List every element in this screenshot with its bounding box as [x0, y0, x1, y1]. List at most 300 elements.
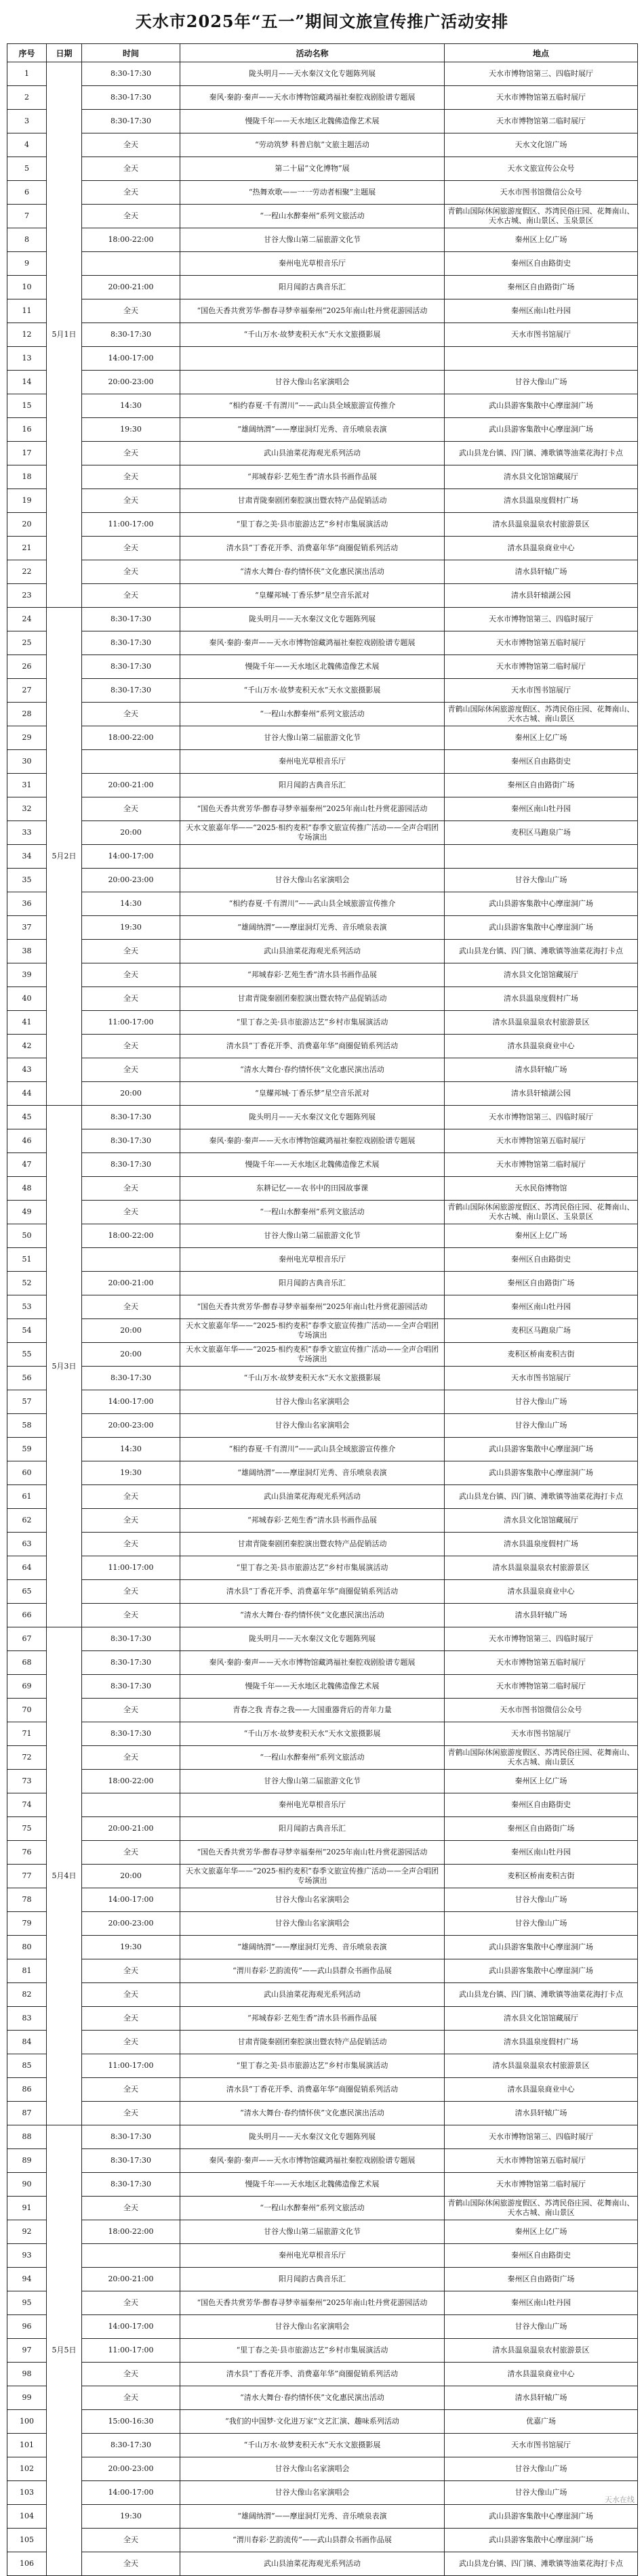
time-cell: 全天	[82, 963, 180, 987]
time-cell: 14:00-17:00	[82, 1390, 180, 1414]
time-cell: 8:30-17:30	[82, 655, 180, 679]
activity-name: 秦风·秦韵·秦声——天水市博物馆藏鸿福社秦腔戏剧脸谱专题展	[180, 1129, 445, 1153]
table-row	[7, 987, 638, 1011]
time-cell: 20:00	[82, 1082, 180, 1106]
activity-name: “一程山水醉秦州”系列文旅活动	[180, 703, 445, 726]
time-cell: 全天	[82, 2007, 180, 2031]
time-cell: 8:30-17:30	[82, 2149, 180, 2173]
time-cell: 全天	[82, 1580, 180, 1604]
table-row	[7, 2244, 638, 2268]
time-cell: 19:30	[82, 916, 180, 940]
activity-name: 清水县“丁香花开季、消费嘉年华”商圈促销系列活动	[180, 1580, 445, 1604]
table-row	[7, 1082, 638, 1106]
table-row	[7, 655, 638, 679]
location-cell: 武山县游客集散中心摩崖洞广场	[445, 2529, 638, 2552]
row-number: 49	[7, 1201, 47, 1224]
activity-name: 甘谷大像山名家演唱会	[180, 2481, 445, 2505]
location-cell: 甘谷大像山广场	[445, 869, 638, 892]
location-cell: 天水市博物馆第二临时展厅	[445, 1153, 638, 1177]
time-cell: 8:30-17:30	[82, 86, 180, 110]
location-cell: 麦积区马跑泉广场	[445, 821, 638, 845]
location-cell	[445, 845, 638, 869]
activity-name: 秦风·秦韵·秦声——天水市博物馆藏鸿福社秦腔戏剧脸谱专题展	[180, 2149, 445, 2173]
location-cell: 清水县温泉商业中心	[445, 1580, 638, 1604]
time-cell: 20:00-21:00	[82, 2268, 180, 2291]
activity-name: 阳月闻韵古典音乐汇	[180, 276, 445, 299]
row-number: 85	[7, 2054, 47, 2078]
row-number: 39	[7, 963, 47, 987]
location-cell: 清水县温泉温泉农村旅游景区	[445, 2054, 638, 2078]
activity-name: 武山县油菜花海观光系列活动	[180, 940, 445, 963]
table-row	[7, 1533, 638, 1556]
row-number: 35	[7, 869, 47, 892]
time-cell: 全天	[82, 1841, 180, 1865]
time-cell	[82, 750, 180, 774]
time-cell: 20:00-23:00	[82, 1912, 180, 1936]
table-row	[7, 679, 638, 703]
activity-name: 慢陇千年——天水地区北魏佛造像艺术展	[180, 1153, 445, 1177]
table-row	[7, 1201, 638, 1224]
location-cell: 武山县龙台镇、四门镇、滩歌镇等油菜花海打卡点	[445, 1485, 638, 1509]
activity-name: 甘谷大像山名家演唱会	[180, 2315, 445, 2339]
row-number: 13	[7, 347, 47, 371]
time-cell: 20:00	[82, 1319, 180, 1343]
location-cell: 秦州区上亿广场	[445, 1224, 638, 1248]
table-row	[7, 916, 638, 940]
time-cell: 11:00-17:00	[82, 1011, 180, 1035]
activity-name: 甘谷大像山第二届旅游文化节	[180, 1770, 445, 1793]
table-row	[7, 1580, 638, 1604]
activity-name: 甘谷大像山名家演唱会	[180, 1390, 445, 1414]
time-cell: 20:00-23:00	[82, 371, 180, 394]
row-number: 6	[7, 181, 47, 205]
row-number: 1	[7, 62, 47, 86]
location-cell: 清水县文化馆馆藏展厅	[445, 1509, 638, 1533]
time-cell	[82, 1793, 180, 1817]
activity-name: “国色天香共赏芳华·醉春寻梦幸福秦州”2025年南山牡丹赏花游园活动	[180, 299, 445, 323]
row-number: 100	[7, 2410, 47, 2434]
activity-name: “邦城春彩·艺苑生香”清水县书画作品展	[180, 2007, 445, 2031]
row-number: 57	[7, 1390, 47, 1414]
table-row	[7, 537, 638, 560]
activity-name: 秦州电光草根音乐厅	[180, 1793, 445, 1817]
location-cell: 甘谷大像山广场	[445, 2481, 638, 2505]
location-cell: 天水市博物馆第二临时展厅	[445, 110, 638, 133]
activity-name: “千山万水·故梦麦积天水”天水文旅摄影展	[180, 1722, 445, 1746]
activity-name: 甘谷大像山第二届旅游文化节	[180, 1224, 445, 1248]
time-cell: 20:00-21:00	[82, 1272, 180, 1295]
location-cell: 麦积区马跑泉广场	[445, 1319, 638, 1343]
row-number: 99	[7, 2386, 47, 2410]
table-row	[7, 1983, 638, 2007]
time-cell: 14:00-17:00	[82, 1888, 180, 1912]
location-cell: 天水市图书馆展厅	[445, 1722, 638, 1746]
activity-name: 阳月闻韵古典音乐汇	[180, 774, 445, 797]
time-cell: 14:00-17:00	[82, 347, 180, 371]
header-location: 地点	[445, 44, 638, 62]
activity-name: 天水文旅嘉年华——“2025·相约麦积”春季文旅宣传推广活动——全声合唱团专场演出	[180, 1865, 445, 1888]
activity-name: 甘谷大像山第二届旅游文化节	[180, 228, 445, 252]
table-row	[7, 1177, 638, 1201]
time-cell: 全天	[82, 1509, 180, 1533]
table-row	[7, 1651, 638, 1675]
activity-name: 甘谷大像山名家演唱会	[180, 869, 445, 892]
row-number: 64	[7, 1556, 47, 1580]
row-number: 73	[7, 1770, 47, 1793]
table-row	[7, 2410, 638, 2434]
location-cell: 秦州区自由路街史	[445, 1793, 638, 1817]
activity-name: “皇耀邦城·丁香乐梦”星空音乐派对	[180, 1082, 445, 1106]
activity-name: 陇头明月——天水秦汉文化专题陈列展	[180, 1106, 445, 1129]
activity-name: 秦风·秦韵·秦声——天水市博物馆藏鸿福社秦腔戏剧脸谱专题展	[180, 86, 445, 110]
location-cell: 清水县温泉商业中心	[445, 537, 638, 560]
location-cell: 武山县游客集散中心摩崖洞广场	[445, 418, 638, 442]
location-cell: 清水县轩辕广场	[445, 2102, 638, 2125]
row-number: 77	[7, 1865, 47, 1888]
location-cell: 天水市博物馆第三、四临时展厅	[445, 62, 638, 86]
activity-name: “千山万水·故梦麦积天水”天水文旅摄影展	[180, 2434, 445, 2457]
time-cell: 全天	[82, 1177, 180, 1201]
activity-name: 秦风·秦韵·秦声——天水市博物馆藏鸿福社秦腔戏剧脸谱专题展	[180, 1651, 445, 1675]
table-header-row	[7, 44, 638, 62]
table-row	[7, 1817, 638, 1841]
table-row	[7, 133, 638, 157]
table-row	[7, 1035, 638, 1058]
activity-name: “劳动筑梦 科普启航”文旅主题活动	[180, 133, 445, 157]
location-cell: 武山县游客集散中心摩崖洞广场	[445, 1461, 638, 1485]
time-cell: 20:00-23:00	[82, 1414, 180, 1438]
location-cell: 清水县温泉商业中心	[445, 2078, 638, 2102]
time-cell: 全天	[82, 181, 180, 205]
table-row	[7, 1319, 638, 1343]
table-row	[7, 750, 638, 774]
time-cell: 全天	[82, 299, 180, 323]
table-row	[7, 62, 638, 86]
row-number: 4	[7, 133, 47, 157]
location-cell: 天水市博物馆第三、四临时展厅	[445, 2125, 638, 2149]
table-row	[7, 371, 638, 394]
row-number: 27	[7, 679, 47, 703]
location-cell: 清水县文化馆馆藏展厅	[445, 465, 638, 489]
location-cell: 武山县游客集散中心摩崖洞广场	[445, 1438, 638, 1461]
table-row	[7, 845, 638, 869]
activity-name: 阳月闻韵古典音乐汇	[180, 2268, 445, 2291]
activity-name: 秦州电光草根音乐厅	[180, 252, 445, 276]
location-cell: 秦州区自由路街广场	[445, 774, 638, 797]
table-row	[7, 1912, 638, 1936]
row-number: 76	[7, 1841, 47, 1865]
row-number: 59	[7, 1438, 47, 1461]
row-number: 81	[7, 1959, 47, 1983]
time-cell: 全天	[82, 797, 180, 821]
location-cell: 秦州区南山牡丹园	[445, 299, 638, 323]
time-cell: 20:00	[82, 821, 180, 845]
time-cell: 全天	[82, 584, 180, 608]
row-number: 53	[7, 1295, 47, 1319]
activity-name: 甘谷大像山名家演唱会	[180, 1888, 445, 1912]
document-title: 天水市2025年“五一”期间文旅宣传推广活动安排	[135, 12, 509, 31]
activity-name: “雄阔纳渭”——摩崖洞灯光秀、音乐喷泉表演	[180, 418, 445, 442]
activity-name: 慢陇千年——天水地区北魏佛造像艺术展	[180, 1675, 445, 1699]
location-cell: 秦州区上亿广场	[445, 726, 638, 750]
row-number: 82	[7, 1983, 47, 2007]
watermark: 天水在线	[605, 2495, 635, 2504]
time-cell: 全天	[82, 537, 180, 560]
location-cell: 秦州区上亿广场	[445, 1770, 638, 1793]
row-number: 84	[7, 2031, 47, 2054]
row-number: 71	[7, 1722, 47, 1746]
row-number: 46	[7, 1129, 47, 1153]
location-cell: 清水县轩辕广场	[445, 560, 638, 584]
location-cell: 天水市图书馆展厅	[445, 323, 638, 347]
location-cell: 清水县温泉度假村广场	[445, 1533, 638, 1556]
activity-name: 甘谷大像山名家演唱会	[180, 1414, 445, 1438]
row-number: 14	[7, 371, 47, 394]
time-cell: 20:00	[82, 1343, 180, 1367]
location-cell: 武山县龙台镇、四门镇、滩歌镇等油菜花海打卡点	[445, 2552, 638, 2576]
row-number: 69	[7, 1675, 47, 1699]
row-number: 42	[7, 1035, 47, 1058]
time-cell: 8:30-17:30	[82, 631, 180, 655]
location-cell: 天水市图书馆展厅	[445, 2434, 638, 2457]
activity-name: “邦城春彩·艺苑生香”清水县书画作品展	[180, 1509, 445, 1533]
location-cell: 清水县轩辕湖公园	[445, 584, 638, 608]
table-row	[7, 2291, 638, 2315]
location-cell: 秦州区自由路街广场	[445, 2268, 638, 2291]
row-number: 10	[7, 276, 47, 299]
activity-name	[180, 845, 445, 869]
time-cell: 8:30-17:30	[82, 2125, 180, 2149]
row-number: 26	[7, 655, 47, 679]
location-cell: 天水文化馆广场	[445, 133, 638, 157]
location-cell: 麦积区桥南麦积古街	[445, 1865, 638, 1888]
row-number: 29	[7, 726, 47, 750]
activity-name: 陇头明月——天水秦汉文化专题陈列展	[180, 62, 445, 86]
activity-name: “国色天香共赏芳华·醉春寻梦幸福秦州”2025年南山牡丹赏花游园活动	[180, 1841, 445, 1865]
time-cell: 全天	[82, 560, 180, 584]
activity-name: 甘肃青陇秦剧团秦腔演出暨农特产品促销活动	[180, 489, 445, 513]
time-cell: 14:00-17:00	[82, 2481, 180, 2505]
time-cell: 全天	[82, 987, 180, 1011]
table-row	[7, 2552, 638, 2576]
row-number: 9	[7, 252, 47, 276]
location-cell: 清水县文化馆馆藏展厅	[445, 963, 638, 987]
time-cell: 8:30-17:30	[82, 1153, 180, 1177]
table-row	[7, 1841, 638, 1865]
time-cell: 全天	[82, 1485, 180, 1509]
table-row	[7, 1627, 638, 1651]
table-row	[7, 2149, 638, 2173]
time-cell: 8:30-17:30	[82, 1106, 180, 1129]
location-cell: 秦州区自由路街史	[445, 750, 638, 774]
table-row	[7, 2434, 638, 2457]
table-row	[7, 2505, 638, 2529]
row-number: 75	[7, 1817, 47, 1841]
location-cell: 天水市博物馆第三、四临时展厅	[445, 1627, 638, 1651]
table-row	[7, 1959, 638, 1983]
table-row	[7, 1675, 638, 1699]
activity-name: 慢陇千年——天水地区北魏佛造像艺术展	[180, 2173, 445, 2197]
table-row	[7, 347, 638, 371]
activity-name: “皇耀邦城·丁香乐梦”星空音乐派对	[180, 584, 445, 608]
activity-name: “里丁春之美·县市旅游达艺”乡村市集展演活动	[180, 513, 445, 537]
row-number: 103	[7, 2481, 47, 2505]
time-cell: 15:00-16:30	[82, 2410, 180, 2434]
activity-name: 东耕记忆——农书中的田园故事课	[180, 1177, 445, 1201]
activity-name: 武山县油菜花海观光系列活动	[180, 1485, 445, 1509]
row-number: 106	[7, 2552, 47, 2576]
row-number: 56	[7, 1367, 47, 1390]
location-cell: 清水县温泉温泉农村旅游景区	[445, 1556, 638, 1580]
row-number: 44	[7, 1082, 47, 1106]
activity-name: 清水县“丁香花开季、消费嘉年华”商圈促销系列活动	[180, 1035, 445, 1058]
time-cell: 14:00-17:00	[82, 2315, 180, 2339]
table-row	[7, 489, 638, 513]
location-cell: 秦州区自由路街史	[445, 2244, 638, 2268]
row-number: 93	[7, 2244, 47, 2268]
row-number: 68	[7, 1651, 47, 1675]
table-row	[7, 323, 638, 347]
activity-name: 秦州电光草根音乐厅	[180, 2244, 445, 2268]
location-cell: 武山县游客集散中心摩崖洞广场	[445, 892, 638, 916]
activity-name: 武山县油菜花海观光系列活动	[180, 1983, 445, 2007]
time-cell: 14:30	[82, 892, 180, 916]
activity-name: “一程山水醉秦州”系列文旅活动	[180, 1746, 445, 1770]
table-row	[7, 560, 638, 584]
location-cell: 清水县温泉温泉农村旅游景区	[445, 513, 638, 537]
time-cell: 全天	[82, 2197, 180, 2220]
row-number: 86	[7, 2078, 47, 2102]
activity-name: “雄阔纳渭”——摩崖洞灯光秀、音乐喷泉表演	[180, 1936, 445, 1959]
date-cell: 5月5日	[47, 2125, 82, 2576]
time-cell: 全天	[82, 1959, 180, 1983]
table-row	[7, 608, 638, 631]
time-cell: 18:00-22:00	[82, 228, 180, 252]
location-cell: 秦州区上亿广场	[445, 2220, 638, 2244]
time-cell: 全天	[82, 1746, 180, 1770]
activity-name: “热舞欢歌——一一劳动者相聚”主题展	[180, 181, 445, 205]
activity-name: 陇头明月——天水秦汉文化专题陈列展	[180, 2125, 445, 2149]
time-cell: 18:00-22:00	[82, 726, 180, 750]
location-cell: 天水文旅宣传公众号	[445, 157, 638, 181]
row-number: 50	[7, 1224, 47, 1248]
header-time: 时间	[82, 44, 180, 62]
table-row	[7, 774, 638, 797]
location-cell: 清水县轩辕广场	[445, 2386, 638, 2410]
table-row	[7, 963, 638, 987]
row-number: 30	[7, 750, 47, 774]
table-row	[7, 110, 638, 133]
activity-name: 甘谷大像山名家演唱会	[180, 1912, 445, 1936]
activity-name: 天水文旅嘉年华——“2025·相约麦积”春季文旅宣传推广活动——全声合唱团专场演出	[180, 1319, 445, 1343]
location-cell: 秦州区南山牡丹园	[445, 2291, 638, 2315]
location-cell: 青鹤山国际休闲旅游度假区、苏湾民俗庄园、花舞南山、天水古城、南山景区	[445, 703, 638, 726]
activity-name: “千山万水·故梦麦积天水”天水文旅摄影展	[180, 323, 445, 347]
table-row	[7, 2386, 638, 2410]
activity-name: 秦州电光草根音乐厅	[180, 750, 445, 774]
table-row	[7, 2007, 638, 2031]
row-number: 12	[7, 323, 47, 347]
time-cell: 20:00-21:00	[82, 276, 180, 299]
time-cell: 全天	[82, 489, 180, 513]
location-cell: 清水县温泉商业中心	[445, 1035, 638, 1058]
table-row	[7, 465, 638, 489]
table-row	[7, 1556, 638, 1580]
time-cell: 20:00	[82, 1865, 180, 1888]
location-cell: 清水县温泉度假村广场	[445, 489, 638, 513]
time-cell: 全天	[82, 2078, 180, 2102]
table-row	[7, 1153, 638, 1177]
table-row	[7, 1485, 638, 1509]
location-cell: 武山县游客集散中心摩崖洞广场	[445, 394, 638, 418]
activity-name: 甘谷大像山第二届旅游文化节	[180, 726, 445, 750]
activity-name: “千山万水·故梦麦积天水”天水文旅摄影展	[180, 1367, 445, 1390]
time-cell: 8:30-17:30	[82, 2434, 180, 2457]
time-cell: 全天	[82, 703, 180, 726]
table-row	[7, 1390, 638, 1414]
row-number: 37	[7, 916, 47, 940]
time-cell: 全天	[82, 1699, 180, 1722]
row-number: 34	[7, 845, 47, 869]
activity-name: 阳月闻韵古典音乐汇	[180, 1817, 445, 1841]
table-row	[7, 299, 638, 323]
row-number: 87	[7, 2102, 47, 2125]
location-cell: 秦州区自由路街广场	[445, 276, 638, 299]
table-row	[7, 418, 638, 442]
location-cell: 武山县龙台镇、四门镇、滩歌镇等油菜花海打卡点	[445, 1983, 638, 2007]
time-cell: 全天	[82, 2552, 180, 2576]
location-cell: 武山县龙台镇、四门镇、滩歌镇等油菜花海打卡点	[445, 940, 638, 963]
activity-name: “一程山水醉秦州”系列文旅活动	[180, 1201, 445, 1224]
table-row	[7, 1888, 638, 1912]
row-number: 3	[7, 110, 47, 133]
header-date: 日期	[47, 44, 82, 62]
table-row	[7, 276, 638, 299]
row-number: 19	[7, 489, 47, 513]
time-cell: 全天	[82, 2102, 180, 2125]
table-row	[7, 394, 638, 418]
location-cell: 天水民俗博物馆	[445, 1177, 638, 1201]
table-row	[7, 252, 638, 276]
time-cell: 全天	[82, 2291, 180, 2315]
activity-name: 天水文旅嘉年华——“2025·相约麦积”春季文旅宣传推广活动——全声合唱团专场演出	[180, 821, 445, 845]
time-cell: 8:30-17:30	[82, 679, 180, 703]
time-cell: 全天	[82, 1604, 180, 1627]
location-cell: 武山县游客集散中心摩崖洞广场	[445, 1959, 638, 1983]
table-row	[7, 1722, 638, 1746]
time-cell: 全天	[82, 940, 180, 963]
activity-name: “国色天香共赏芳华·醉春寻梦幸福秦州”2025年南山牡丹赏花游园活动	[180, 1295, 445, 1319]
row-number: 72	[7, 1746, 47, 1770]
location-cell: 天水市博物馆第五临时展厅	[445, 2149, 638, 2173]
row-number: 97	[7, 2339, 47, 2363]
table-row	[7, 1936, 638, 1959]
activity-name: 秦州电光草根音乐厅	[180, 1248, 445, 1272]
location-cell: 清水县轩辕湖公园	[445, 1082, 638, 1106]
activity-name	[180, 347, 445, 371]
row-number: 101	[7, 2434, 47, 2457]
location-cell: 秦州区南山牡丹园	[445, 1841, 638, 1865]
row-number: 74	[7, 1793, 47, 1817]
activity-name: “相约春夏·千有渭川”——武山县全域旅游宣传推介	[180, 1438, 445, 1461]
activity-name: 慢陇千年——天水地区北魏佛造像艺术展	[180, 110, 445, 133]
time-cell: 19:30	[82, 1461, 180, 1485]
activity-name: 清水县“丁香花开季、消费嘉年华”商圈促销系列活动	[180, 2363, 445, 2386]
time-cell: 8:30-17:30	[82, 110, 180, 133]
location-cell: 武山县游客集散中心摩崖洞广场	[445, 2505, 638, 2529]
location-cell: 清水县文化馆馆藏展厅	[445, 2007, 638, 2031]
location-cell: 秦州区自由路街史	[445, 1248, 638, 1272]
